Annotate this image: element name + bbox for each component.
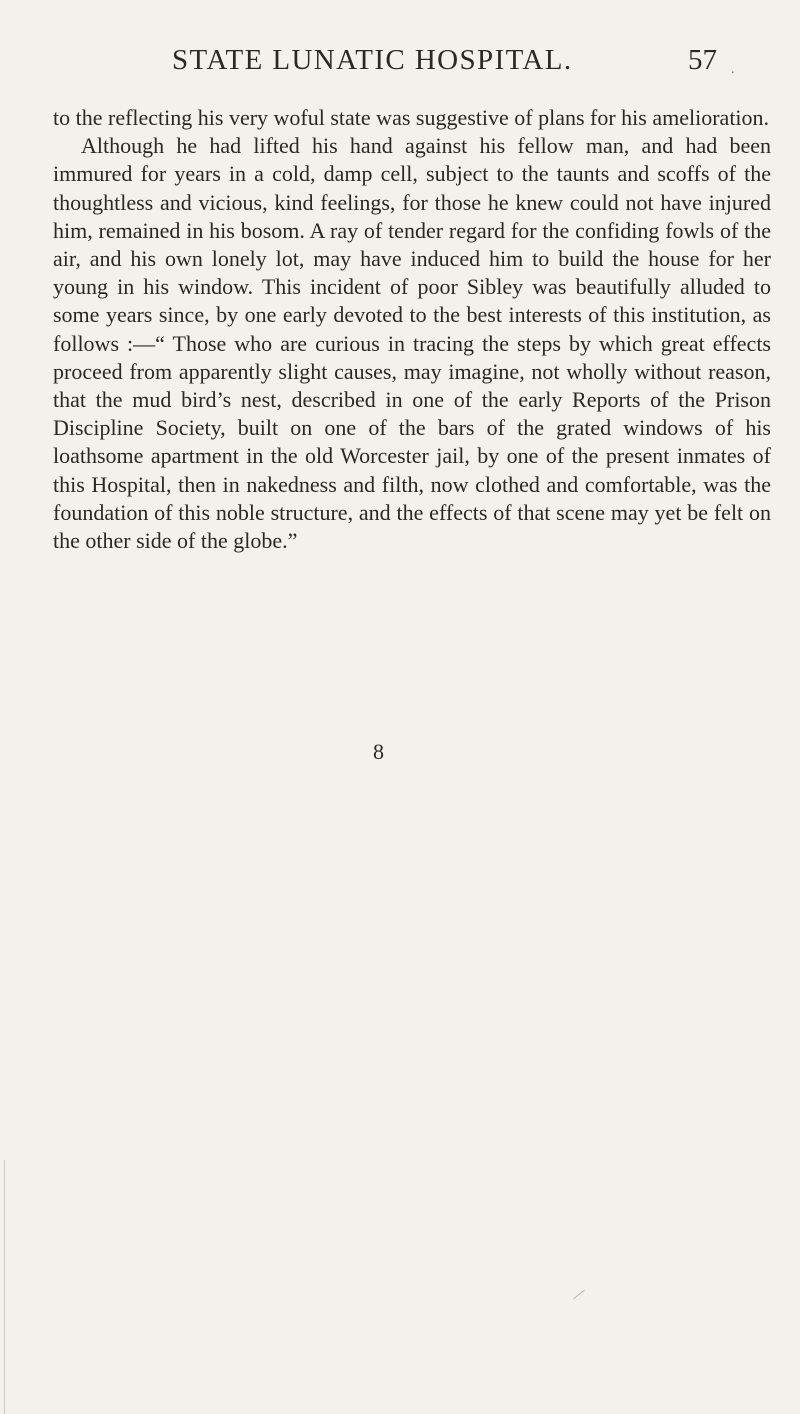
signature-mark: 8 bbox=[373, 739, 384, 764]
running-title: STATE LUNATIC HOSPITAL. bbox=[172, 44, 573, 76]
page-number: 57 bbox=[688, 44, 717, 76]
page-header bbox=[0, 44, 800, 84]
page-edge-line bbox=[4, 1160, 5, 1414]
body-text bbox=[53, 104, 771, 555]
paragraph-2: Although he had lifted his hand against his fellow man, and had been immured for years in a cold, damp cell, subject to the taunts and scoffs of the thoughtless and vicious, kind feelings, for those he knew could not have injured him, remained in his bosom. A ray of tender regard for the confiding fowls of the air, and his own lonely lot, may have induced him to build the house for her young in his window. This incident of poor Sibley was beautifully alluded to some years since, by one early devoted to the best interests of this institution, as follows :—“ Those who are curious in tracing the steps by which great effects proceed from apparently slight causes, may imagine, not wholly without reason, that the mud bird’s nest, described in one of the early Reports of the Prison Discipline Society, built on one of the bars of the grated windows of his loathsome apartment in the old Worcester jail, by one of the present inmates of this Hospital, then in nakedness and filth, now clothed and comfortable, was the foundation of this noble structure, and the effects of that scene may yet be felt on the other side of the globe.” bbox=[53, 133, 771, 554]
header-mark: . bbox=[731, 62, 735, 77]
paragraph-1: to the reflecting his very woful state was suggestive of plans for his amelioration. bbox=[53, 105, 770, 130]
paper-mark bbox=[573, 1290, 585, 1299]
